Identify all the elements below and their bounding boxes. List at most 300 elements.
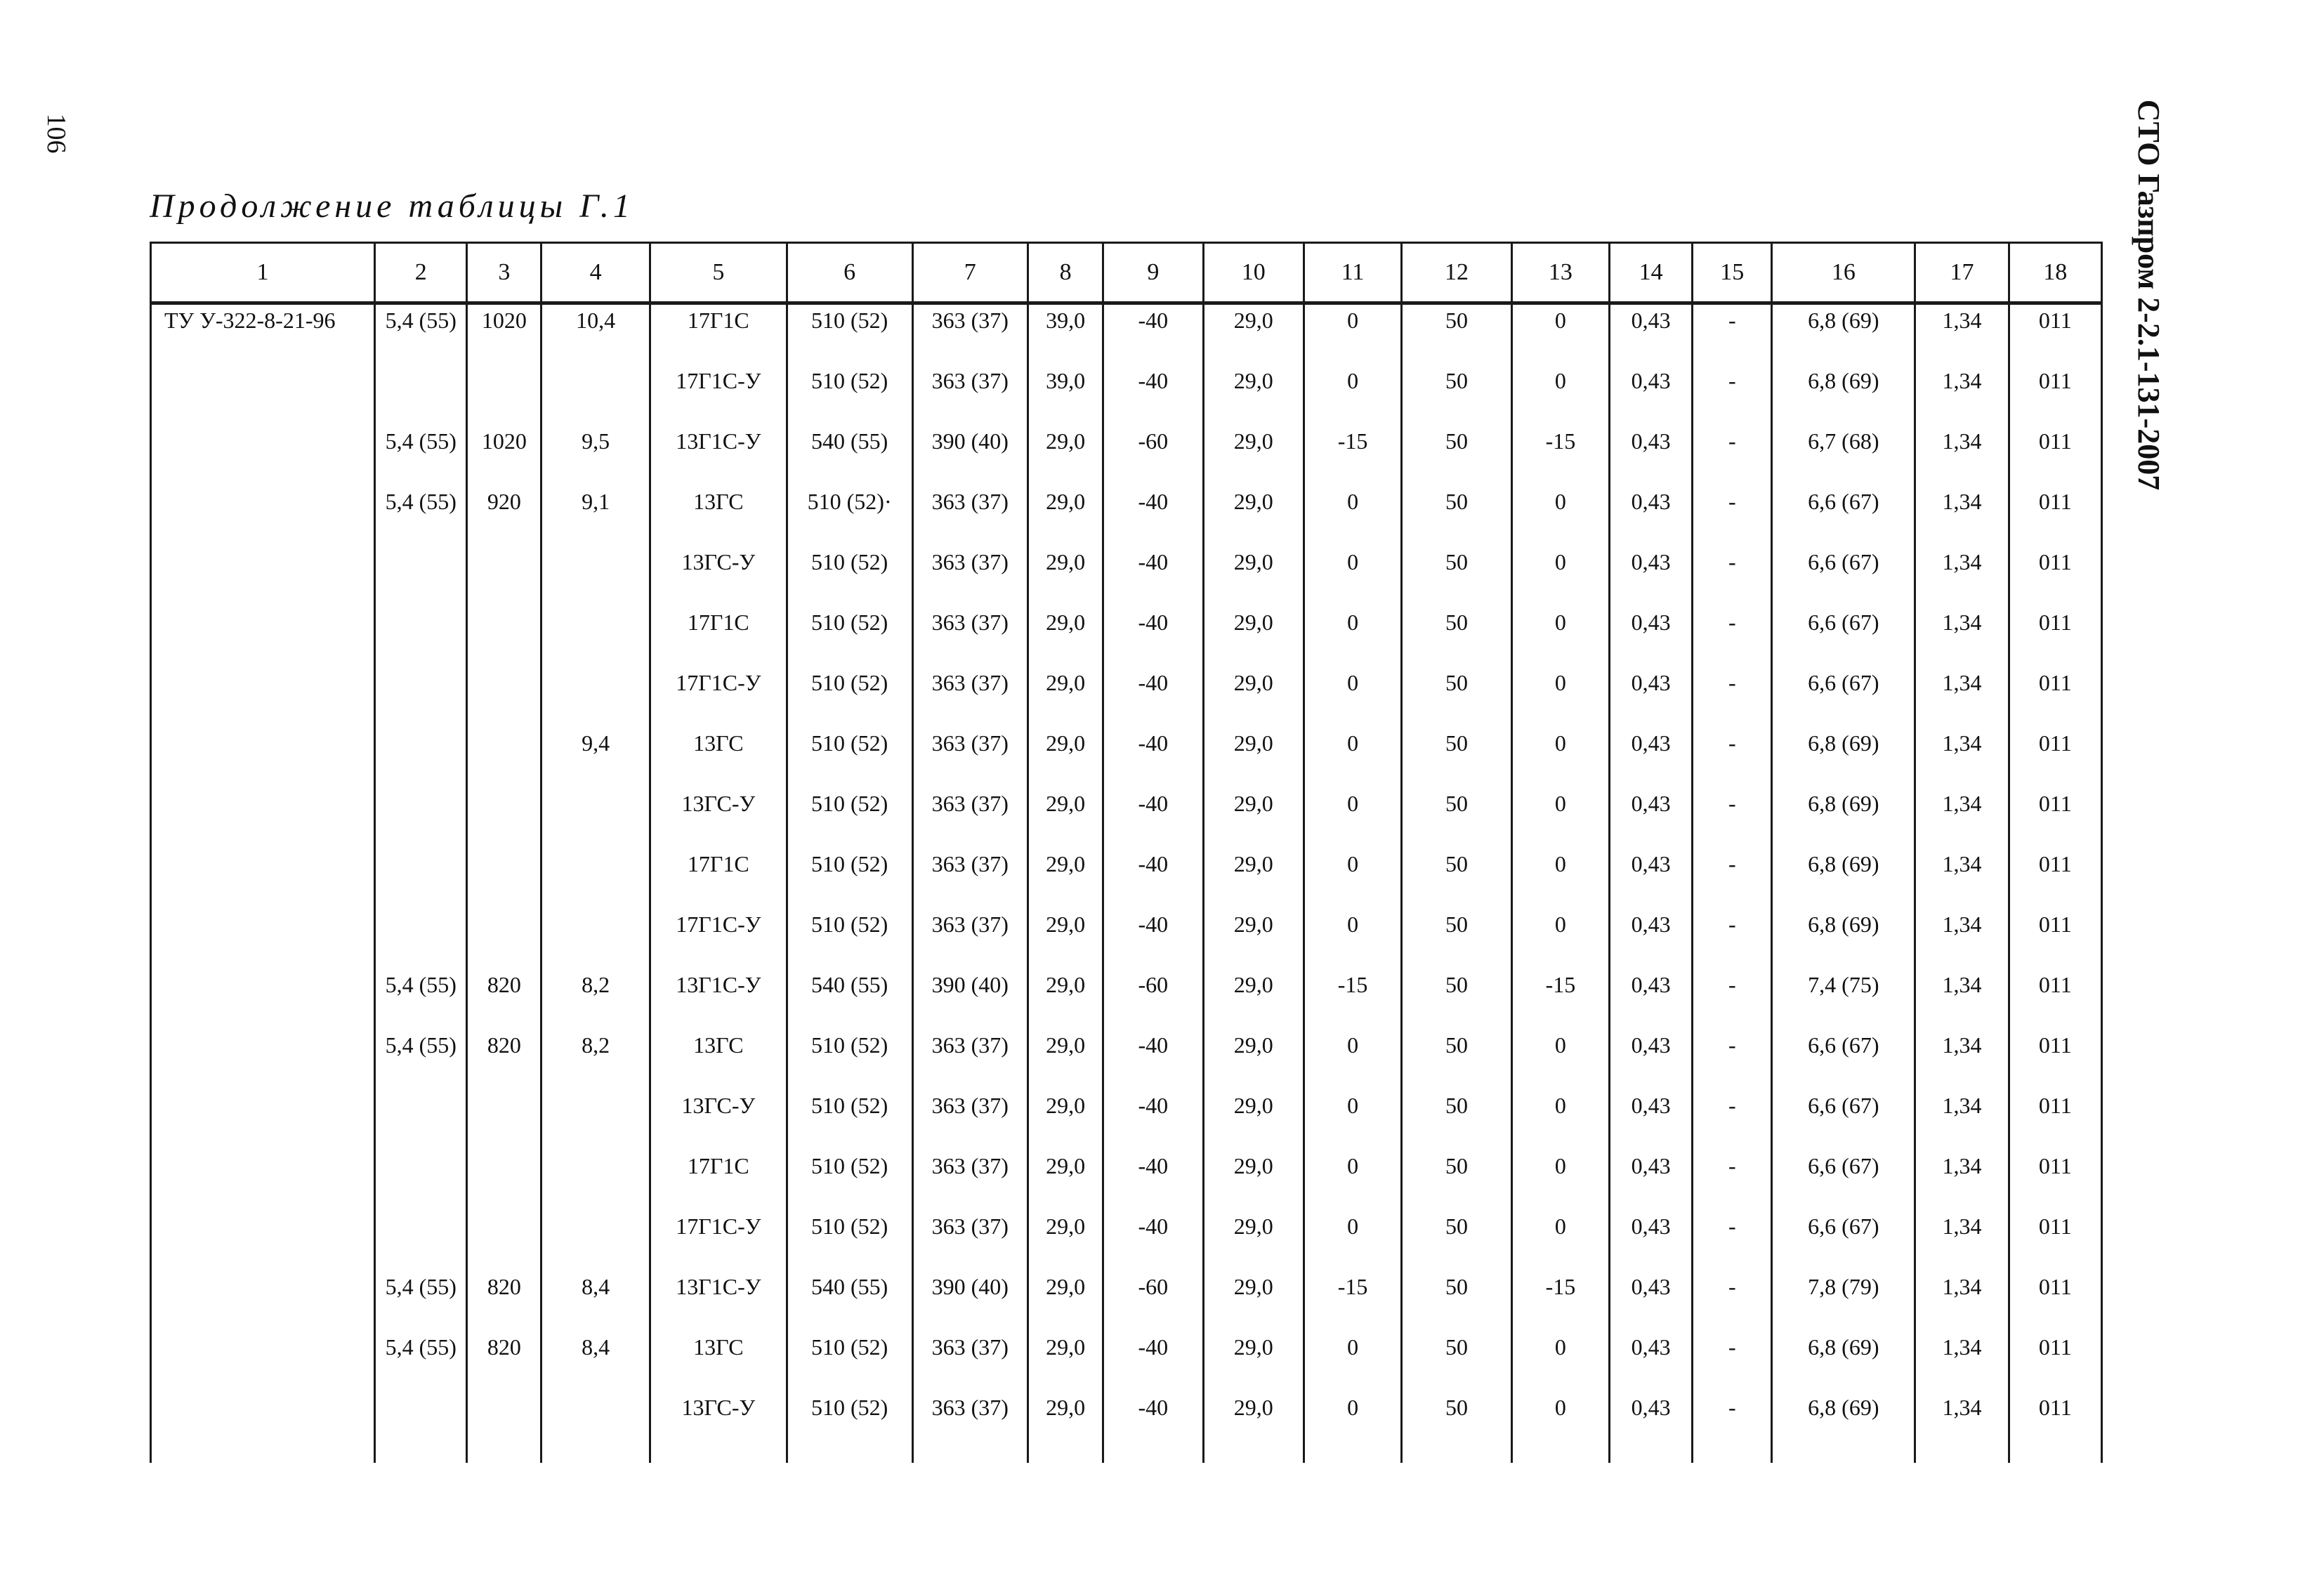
table-cell-col-4: 8,4 (541, 1329, 650, 1389)
table-cell-col-11: 0 (1304, 846, 1401, 906)
table-cell-col-18: 011 (2009, 1208, 2101, 1268)
table-cell-col-8: 29,0 (1028, 906, 1103, 966)
table-cell-col-2: 5,4 (55) (375, 303, 467, 363)
table-cell-col-8: 29,0 (1028, 846, 1103, 906)
table-cell-col-10: 29,0 (1203, 604, 1304, 664)
table-cell-col-16: 6,6 (67) (1772, 1087, 1915, 1148)
table-cell-col-16: 6,8 (69) (1772, 1329, 1915, 1389)
table-cell-col-17: 1,34 (1915, 1087, 2009, 1148)
table-cell-col-17: 1,34 (1915, 1268, 2009, 1329)
column-header-8: 8 (1028, 243, 1103, 303)
table-cell-col-15: - (1693, 483, 1772, 544)
table-cell-col-14: 0,43 (1610, 1329, 1693, 1389)
table-cell-col-15: - (1693, 362, 1772, 423)
table-cell-col-12: 50 (1402, 1148, 1512, 1208)
table-cell-col-17: 1,34 (1915, 1329, 2009, 1389)
table-cell-col-16: 6,6 (67) (1772, 1148, 1915, 1208)
table-cell-col-9: -40 (1103, 303, 1203, 363)
table-cell-col-15: - (1693, 725, 1772, 785)
table-cell-col-3 (467, 846, 541, 906)
column-header-18: 18 (2009, 243, 2101, 303)
table-cell-col-3 (467, 1208, 541, 1268)
table-cell-col-4 (541, 1208, 650, 1268)
column-header-3: 3 (467, 243, 541, 303)
table-cell-col-6: 510 (52) (787, 1389, 912, 1463)
table-caption: Продолжение таблицы Г.1 (150, 188, 634, 225)
table-cell-col-10: 29,0 (1203, 664, 1304, 725)
table-cell-col-17: 1,34 (1915, 725, 2009, 785)
table-cell-col-12: 50 (1402, 483, 1512, 544)
table-cell-col-5: 13ГС-У (650, 785, 787, 846)
table-cell-col-11: 0 (1304, 1087, 1401, 1148)
table-cell-col-10: 29,0 (1203, 785, 1304, 846)
table-cell-col-13: 0 (1511, 1208, 1609, 1268)
table-cell-col-7: 363 (37) (912, 544, 1028, 604)
table-cell-col-11: 0 (1304, 362, 1401, 423)
table-cell-col-11: -15 (1304, 423, 1401, 483)
table-cell-col-17: 1,34 (1915, 1208, 2009, 1268)
table-cell-col-5: 17Г1С (650, 604, 787, 664)
table-cell-col-15: - (1693, 1208, 1772, 1268)
table-cell-col-13: 0 (1511, 725, 1609, 785)
table-cell-col-2 (375, 1087, 467, 1148)
table-row (151, 725, 2102, 785)
table-cell-col-3 (467, 1148, 541, 1208)
table-cell-col-14: 0,43 (1610, 966, 1693, 1027)
table-cell-col-5: 13ГС-У (650, 1389, 787, 1463)
table-cell-col-1: ТУ У-322-8-21-96 (151, 303, 375, 363)
table-cell-col-2: 5,4 (55) (375, 1329, 467, 1389)
table-cell-col-8: 29,0 (1028, 1329, 1103, 1389)
table-cell-col-12: 50 (1402, 1208, 1512, 1268)
table-cell-col-2 (375, 362, 467, 423)
table-cell-col-1 (151, 604, 375, 664)
table-cell-col-11: 0 (1304, 1208, 1401, 1268)
table-cell-col-16: 6,6 (67) (1772, 1027, 1915, 1087)
table-cell-col-18: 011 (2009, 483, 2101, 544)
table-cell-col-11: 0 (1304, 906, 1401, 966)
table-cell-col-8: 29,0 (1028, 544, 1103, 604)
table-cell-col-6: 510 (52) (787, 1148, 912, 1208)
table-cell-col-17: 1,34 (1915, 1148, 2009, 1208)
table-cell-col-13: 0 (1511, 785, 1609, 846)
table-cell-col-16: 6,8 (69) (1772, 906, 1915, 966)
table-cell-col-18: 011 (2009, 1148, 2101, 1208)
table-cell-col-9: -40 (1103, 846, 1203, 906)
table-cell-col-17: 1,34 (1915, 664, 2009, 725)
table-cell-col-13: 0 (1511, 846, 1609, 906)
table-cell-col-9: -60 (1103, 423, 1203, 483)
table-cell-col-6: 510 (52) (787, 785, 912, 846)
column-header-15: 15 (1693, 243, 1772, 303)
table-cell-col-6: 510 (52) (787, 544, 912, 604)
table-cell-col-18: 011 (2009, 725, 2101, 785)
table-cell-col-12: 50 (1402, 303, 1512, 363)
table-cell-col-16: 6,8 (69) (1772, 362, 1915, 423)
table-cell-col-12: 50 (1402, 1268, 1512, 1329)
table-cell-col-2 (375, 1148, 467, 1208)
table-cell-col-1 (151, 362, 375, 423)
table-cell-col-11: -15 (1304, 1268, 1401, 1329)
table-cell-col-3 (467, 664, 541, 725)
table-cell-col-15: - (1693, 1087, 1772, 1148)
table-cell-col-3 (467, 544, 541, 604)
table-cell-col-14: 0,43 (1610, 725, 1693, 785)
table-cell-col-15: - (1693, 906, 1772, 966)
table-cell-col-18: 011 (2009, 846, 2101, 906)
column-header-6: 6 (787, 243, 912, 303)
table-cell-col-5: 13ГС-У (650, 1087, 787, 1148)
table-cell-col-1 (151, 846, 375, 906)
table-cell-col-3 (467, 1087, 541, 1148)
table-cell-col-15: - (1693, 423, 1772, 483)
table-cell-col-12: 50 (1402, 423, 1512, 483)
table-cell-col-16: 6,6 (67) (1772, 544, 1915, 604)
table-cell-col-8: 29,0 (1028, 664, 1103, 725)
table-cell-col-18: 011 (2009, 1268, 2101, 1329)
table-cell-col-11: 0 (1304, 604, 1401, 664)
table-cell-col-12: 50 (1402, 1027, 1512, 1087)
table-cell-col-13: -15 (1511, 966, 1609, 1027)
table-cell-col-4: 9,4 (541, 725, 650, 785)
table-cell-col-3: 1020 (467, 303, 541, 363)
table-cell-col-1 (151, 1329, 375, 1389)
table-cell-col-10: 29,0 (1203, 1087, 1304, 1148)
table-cell-col-3: 820 (467, 1329, 541, 1389)
table-cell-col-8: 29,0 (1028, 1027, 1103, 1087)
table-cell-col-18: 011 (2009, 785, 2101, 846)
table-cell-col-7: 363 (37) (912, 483, 1028, 544)
table-cell-col-5: 17Г1С-У (650, 664, 787, 725)
table-cell-col-15: - (1693, 303, 1772, 363)
table-cell-col-1 (151, 1208, 375, 1268)
column-header-9: 9 (1103, 243, 1203, 303)
table-cell-col-8: 29,0 (1028, 483, 1103, 544)
table-cell-col-4: 8,4 (541, 1268, 650, 1329)
table-cell-col-13: 0 (1511, 1027, 1609, 1087)
table-cell-col-16: 6,6 (67) (1772, 483, 1915, 544)
table-cell-col-5: 13ГС (650, 725, 787, 785)
table-cell-col-13: 0 (1511, 1087, 1609, 1148)
table-cell-col-12: 50 (1402, 1329, 1512, 1389)
table-cell-col-1 (151, 1148, 375, 1208)
table-cell-col-3: 820 (467, 966, 541, 1027)
table-row (151, 1148, 2102, 1208)
table-cell-col-18: 011 (2009, 303, 2101, 363)
table-cell-col-15: - (1693, 664, 1772, 725)
table-cell-col-13: 0 (1511, 604, 1609, 664)
table-row (151, 1027, 2102, 1087)
table-cell-col-2 (375, 604, 467, 664)
table-cell-col-7: 363 (37) (912, 1087, 1028, 1148)
table-cell-col-7: 363 (37) (912, 1329, 1028, 1389)
table-cell-col-12: 50 (1402, 846, 1512, 906)
table-cell-col-12: 50 (1402, 725, 1512, 785)
table-cell-col-3 (467, 604, 541, 664)
table-cell-col-4: 8,2 (541, 966, 650, 1027)
table-cell-col-4: 10,4 (541, 303, 650, 363)
table-cell-col-18: 011 (2009, 544, 2101, 604)
table-cell-col-9: -60 (1103, 1268, 1203, 1329)
table-cell-col-7: 363 (37) (912, 1148, 1028, 1208)
table-cell-col-7: 390 (40) (912, 1268, 1028, 1329)
table-cell-col-2: 5,4 (55) (375, 1268, 467, 1329)
table-cell-col-17: 1,34 (1915, 423, 2009, 483)
table-cell-col-3 (467, 785, 541, 846)
table-cell-col-2 (375, 725, 467, 785)
table-cell-col-7: 390 (40) (912, 423, 1028, 483)
column-header-4: 4 (541, 243, 650, 303)
table-row (151, 544, 2102, 604)
table-cell-col-13: -15 (1511, 1268, 1609, 1329)
table-cell-col-5: 13ГС (650, 483, 787, 544)
table-cell-col-16: 6,6 (67) (1772, 604, 1915, 664)
table-cell-col-3 (467, 725, 541, 785)
table-cell-col-16: 6,6 (67) (1772, 664, 1915, 725)
table-cell-col-18: 011 (2009, 966, 2101, 1027)
table-cell-col-1 (151, 423, 375, 483)
table-cell-col-11: 0 (1304, 785, 1401, 846)
table-cell-col-15: - (1693, 785, 1772, 846)
table-row (151, 303, 2102, 363)
table-cell-col-6: 510 (52) (787, 846, 912, 906)
table-cell-col-8: 29,0 (1028, 966, 1103, 1027)
table-cell-col-1 (151, 544, 375, 604)
table-cell-col-4: 9,5 (541, 423, 650, 483)
column-header-10: 10 (1203, 243, 1304, 303)
table-cell-col-5: 13ГС (650, 1027, 787, 1087)
table-cell-col-8: 29,0 (1028, 423, 1103, 483)
table-cell-col-13: 0 (1511, 906, 1609, 966)
table-cell-col-4 (541, 1148, 650, 1208)
table-cell-col-1 (151, 1027, 375, 1087)
table-cell-col-7: 390 (40) (912, 966, 1028, 1027)
table-cell-col-5: 17Г1С-У (650, 906, 787, 966)
table-cell-col-8: 29,0 (1028, 1087, 1103, 1148)
table-cell-col-7: 363 (37) (912, 1389, 1028, 1463)
table-cell-col-10: 29,0 (1203, 483, 1304, 544)
table-cell-col-2: 5,4 (55) (375, 1027, 467, 1087)
table-cell-col-6: 510 (52) (787, 362, 912, 423)
table-cell-col-8: 39,0 (1028, 362, 1103, 423)
table-cell-col-16: 6,6 (67) (1772, 1208, 1915, 1268)
table-cell-col-10: 29,0 (1203, 423, 1304, 483)
table-cell-col-10: 29,0 (1203, 1329, 1304, 1389)
table-cell-col-2 (375, 544, 467, 604)
table-cell-col-1 (151, 664, 375, 725)
column-header-14: 14 (1610, 243, 1693, 303)
document-code: СТО Газпром 2-2.1-131-2007 (2132, 99, 2167, 491)
table-cell-col-4 (541, 906, 650, 966)
table-row (151, 604, 2102, 664)
table-cell-col-4 (541, 604, 650, 664)
table-cell-col-15: - (1693, 604, 1772, 664)
table-cell-col-9: -40 (1103, 725, 1203, 785)
table-cell-col-11: 0 (1304, 1329, 1401, 1389)
table-cell-col-7: 363 (37) (912, 664, 1028, 725)
table-row (151, 1329, 2102, 1389)
table-cell-col-5: 13Г1С-У (650, 423, 787, 483)
table-cell-col-16: 6,8 (69) (1772, 725, 1915, 785)
table-cell-col-11: 0 (1304, 725, 1401, 785)
table-cell-col-12: 50 (1402, 544, 1512, 604)
table-cell-col-14: 0,43 (1610, 1389, 1693, 1463)
table-row (151, 846, 2102, 906)
table-row (151, 906, 2102, 966)
table-cell-col-8: 29,0 (1028, 1148, 1103, 1208)
table-cell-col-5: 13ГС (650, 1329, 787, 1389)
table-cell-col-14: 0,43 (1610, 483, 1693, 544)
table-cell-col-17: 1,34 (1915, 544, 2009, 604)
table-cell-col-7: 363 (37) (912, 604, 1028, 664)
table-cell-col-17: 1,34 (1915, 303, 2009, 363)
table-cell-col-18: 011 (2009, 906, 2101, 966)
table-cell-col-16: 7,4 (75) (1772, 966, 1915, 1027)
table-cell-col-10: 29,0 (1203, 544, 1304, 604)
table-cell-col-6: 510 (52) (787, 303, 912, 363)
table-cell-col-15: - (1693, 544, 1772, 604)
table-cell-col-14: 0,43 (1610, 1148, 1693, 1208)
table-cell-col-1 (151, 1087, 375, 1148)
table-cell-col-7: 363 (37) (912, 725, 1028, 785)
table-cell-col-9: -40 (1103, 1329, 1203, 1389)
table-cell-col-17: 1,34 (1915, 785, 2009, 846)
table-cell-col-1 (151, 906, 375, 966)
table-cell-col-7: 363 (37) (912, 362, 1028, 423)
table-cell-col-17: 1,34 (1915, 1027, 2009, 1087)
column-header-1: 1 (151, 243, 375, 303)
table-cell-col-2 (375, 664, 467, 725)
table-cell-col-6: 510 (52)· (787, 483, 912, 544)
table-cell-col-9: -40 (1103, 1027, 1203, 1087)
table-cell-col-12: 50 (1402, 785, 1512, 846)
table-cell-col-8: 29,0 (1028, 1208, 1103, 1268)
table-cell-col-6: 510 (52) (787, 1208, 912, 1268)
table-cell-col-4 (541, 846, 650, 906)
table-cell-col-12: 50 (1402, 604, 1512, 664)
table-cell-col-4: 9,1 (541, 483, 650, 544)
table-cell-col-1 (151, 725, 375, 785)
table-cell-col-3 (467, 1389, 541, 1463)
table-cell-col-18: 011 (2009, 604, 2101, 664)
table-cell-col-14: 0,43 (1610, 664, 1693, 725)
table-cell-col-7: 363 (37) (912, 906, 1028, 966)
table-cell-col-14: 0,43 (1610, 303, 1693, 363)
table-cell-col-11: 0 (1304, 483, 1401, 544)
table-cell-col-10: 29,0 (1203, 1268, 1304, 1329)
table-cell-col-11: 0 (1304, 544, 1401, 604)
table-header (151, 243, 2102, 303)
table-cell-col-8: 29,0 (1028, 604, 1103, 664)
table-cell-col-9: -40 (1103, 362, 1203, 423)
table-cell-col-14: 0,43 (1610, 1027, 1693, 1087)
table-cell-col-16: 7,8 (79) (1772, 1268, 1915, 1329)
table-cell-col-6: 510 (52) (787, 1329, 912, 1389)
table-cell-col-1 (151, 1389, 375, 1463)
table-cell-col-8: 29,0 (1028, 1268, 1103, 1329)
table-cell-col-7: 363 (37) (912, 303, 1028, 363)
table-cell-col-12: 50 (1402, 1389, 1512, 1463)
table-cell-col-14: 0,43 (1610, 544, 1693, 604)
column-header-13: 13 (1511, 243, 1609, 303)
table-cell-col-18: 011 (2009, 664, 2101, 725)
table-cell-col-14: 0,43 (1610, 906, 1693, 966)
table-cell-col-10: 29,0 (1203, 846, 1304, 906)
table-cell-col-17: 1,34 (1915, 966, 2009, 1027)
table-cell-col-2 (375, 1389, 467, 1463)
table-row (151, 423, 2102, 483)
table-cell-col-17: 1,34 (1915, 483, 2009, 544)
table-cell-col-10: 29,0 (1203, 1027, 1304, 1087)
table-cell-col-4 (541, 544, 650, 604)
table-cell-col-6: 510 (52) (787, 1087, 912, 1148)
table-cell-col-10: 29,0 (1203, 303, 1304, 363)
table-cell-col-13: 0 (1511, 1389, 1609, 1463)
table-cell-col-5: 13ГС-У (650, 544, 787, 604)
table-cell-col-11: 0 (1304, 1027, 1401, 1087)
table-cell-col-14: 0,43 (1610, 1208, 1693, 1268)
table-row (151, 785, 2102, 846)
table-cell-col-8: 29,0 (1028, 785, 1103, 846)
table-cell-col-2: 5,4 (55) (375, 966, 467, 1027)
table-cell-col-14: 0,43 (1610, 362, 1693, 423)
table-cell-col-12: 50 (1402, 362, 1512, 423)
table-cell-col-4 (541, 362, 650, 423)
table-cell-col-1 (151, 785, 375, 846)
table-row (151, 362, 2102, 423)
table-cell-col-13: 0 (1511, 544, 1609, 604)
table-cell-col-2 (375, 1208, 467, 1268)
column-header-7: 7 (912, 243, 1028, 303)
table-cell-col-18: 011 (2009, 423, 2101, 483)
table-cell-col-9: -40 (1103, 483, 1203, 544)
data-table (150, 242, 2103, 1463)
table-cell-col-8: 39,0 (1028, 303, 1103, 363)
table-cell-col-3: 820 (467, 1027, 541, 1087)
table-cell-col-10: 29,0 (1203, 362, 1304, 423)
table-cell-col-16: 6,8 (69) (1772, 1389, 1915, 1463)
column-header-5: 5 (650, 243, 787, 303)
table-cell-col-3: 820 (467, 1268, 541, 1329)
table-cell-col-10: 29,0 (1203, 1389, 1304, 1463)
table-cell-col-9: -60 (1103, 966, 1203, 1027)
table-row (151, 1268, 2102, 1329)
table-row (151, 1208, 2102, 1268)
table-cell-col-6: 510 (52) (787, 725, 912, 785)
table-cell-col-15: - (1693, 1389, 1772, 1463)
column-header-16: 16 (1772, 243, 1915, 303)
table-cell-col-16: 6,8 (69) (1772, 303, 1915, 363)
table-cell-col-4: 8,2 (541, 1027, 650, 1087)
table-cell-col-14: 0,43 (1610, 785, 1693, 846)
table-cell-col-10: 29,0 (1203, 1148, 1304, 1208)
table-cell-col-3: 1020 (467, 423, 541, 483)
table-cell-col-1 (151, 483, 375, 544)
table-cell-col-15: - (1693, 1148, 1772, 1208)
table-cell-col-13: 0 (1511, 483, 1609, 544)
column-header-11: 11 (1304, 243, 1401, 303)
column-header-2: 2 (375, 243, 467, 303)
table-row (151, 483, 2102, 544)
table-cell-col-14: 0,43 (1610, 423, 1693, 483)
table-cell-col-16: 6,8 (69) (1772, 846, 1915, 906)
table-cell-col-9: -40 (1103, 604, 1203, 664)
table-cell-col-18: 011 (2009, 1087, 2101, 1148)
table-cell-col-6: 510 (52) (787, 604, 912, 664)
table-cell-col-13: 0 (1511, 1148, 1609, 1208)
table-cell-col-7: 363 (37) (912, 846, 1028, 906)
table-cell-col-8: 29,0 (1028, 1389, 1103, 1463)
